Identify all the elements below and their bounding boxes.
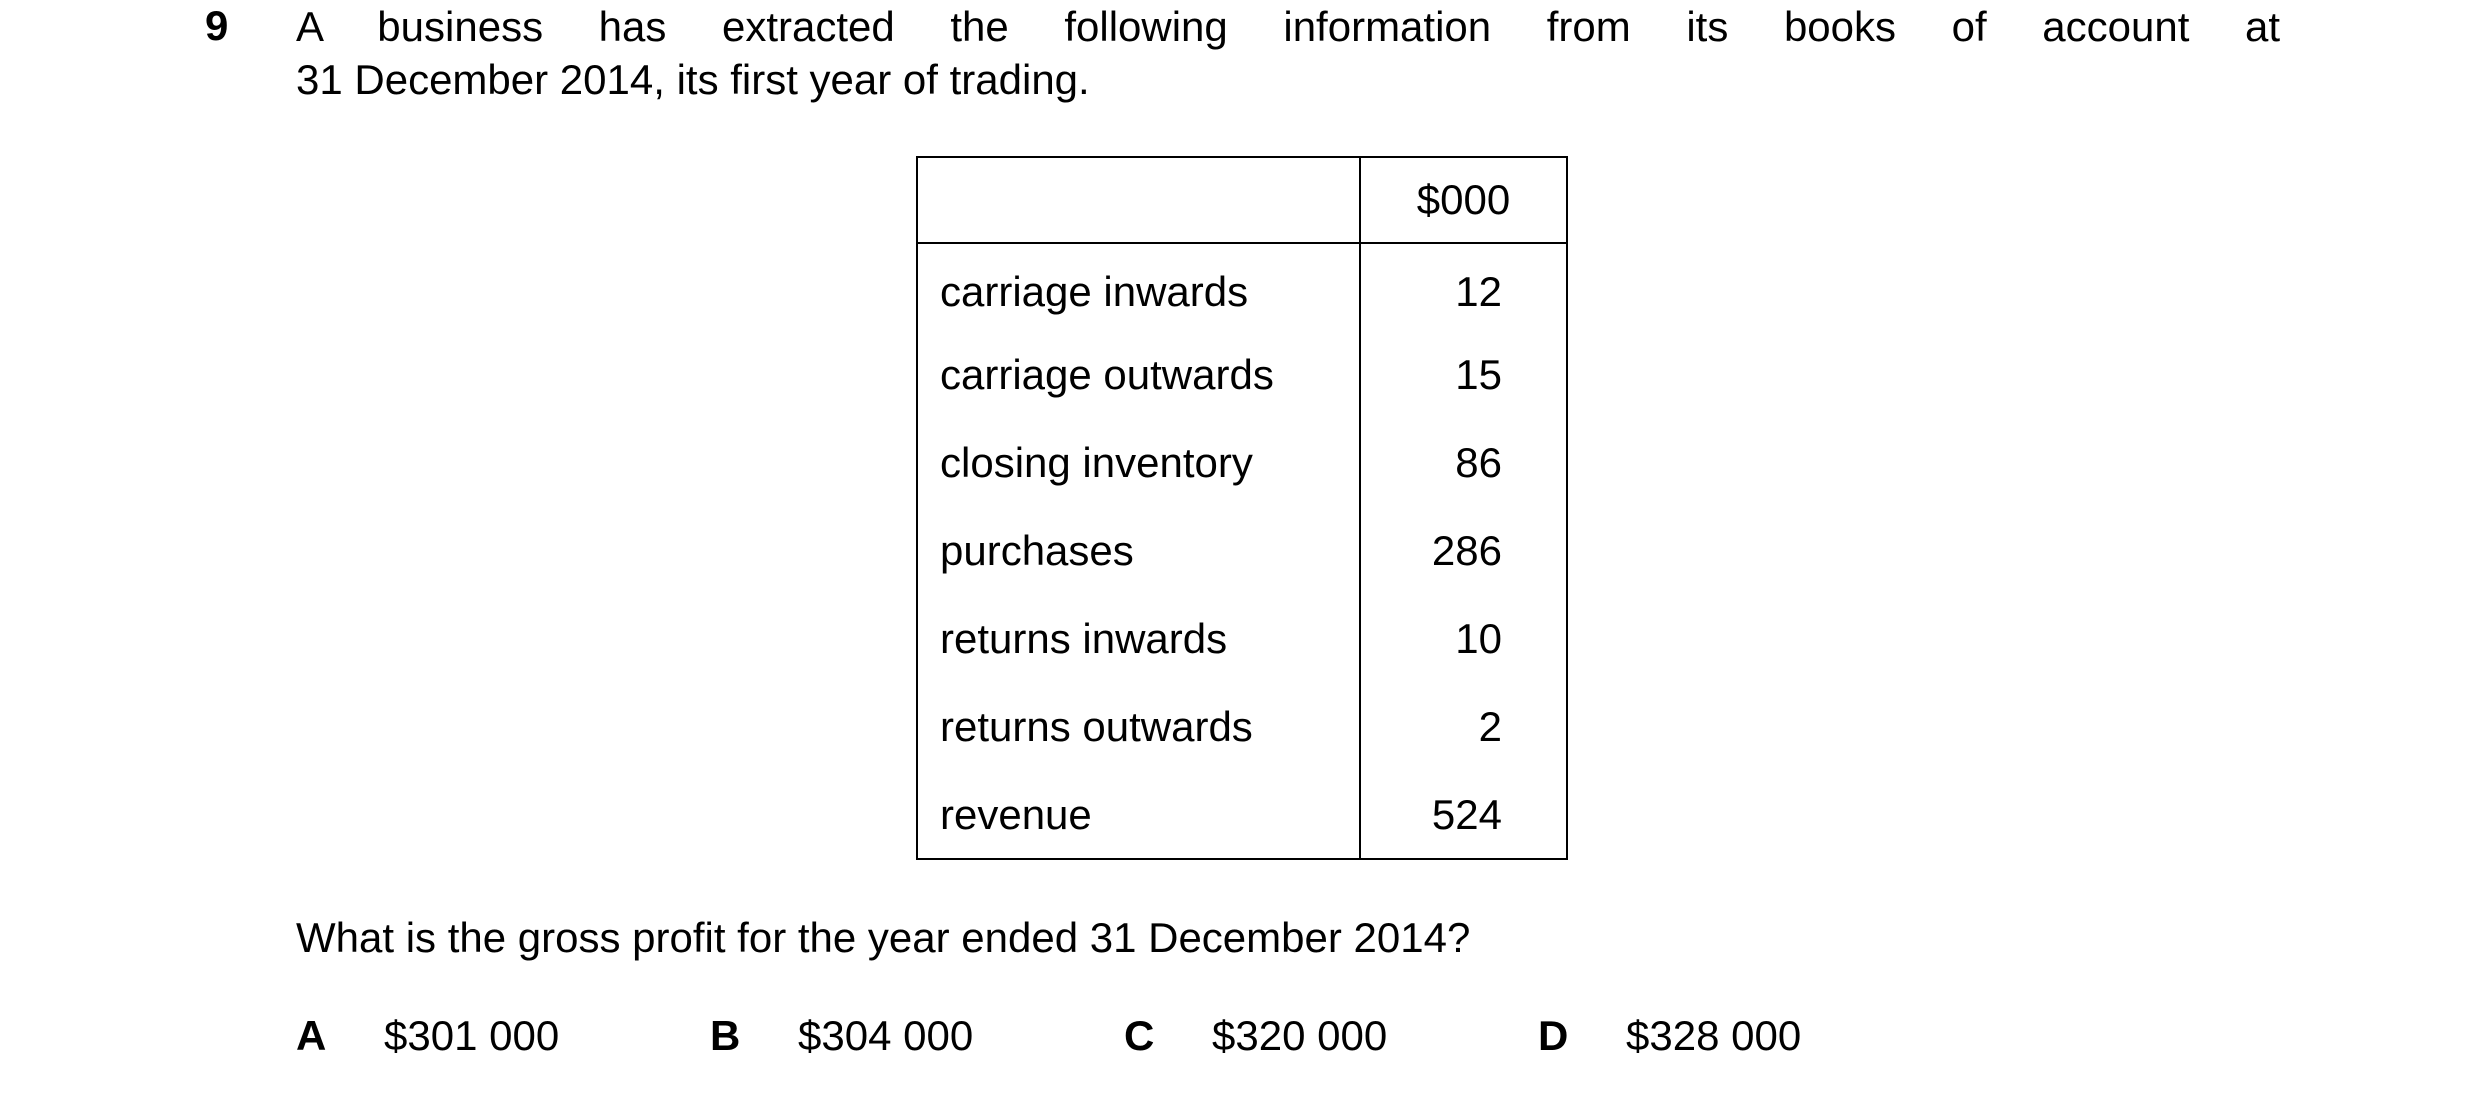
row-value: 524 (1360, 771, 1567, 859)
row-value: 2 (1360, 683, 1567, 771)
table-header-row (917, 157, 1567, 243)
option-text: $304 000 (798, 1012, 974, 1059)
stem-line-2: 31 December 2014, its first year of trading. (296, 56, 1090, 103)
row-item: purchases (917, 507, 1360, 595)
table-row (917, 683, 1567, 771)
row-value: 15 (1360, 331, 1567, 419)
option-c[interactable] (1124, 1010, 1387, 1062)
table-row (917, 507, 1567, 595)
stem-line-1: A business has extracted the following information from its books of account at (296, 3, 2280, 50)
question-prompt: What is the gross profit for the year ended 31 December 2014? (296, 914, 1471, 961)
option-d[interactable] (1538, 1010, 1801, 1062)
row-item: revenue (917, 771, 1360, 859)
header-unit-cell: $000 (1360, 157, 1567, 243)
row-value: 286 (1360, 507, 1567, 595)
question-stem (296, 0, 2280, 106)
row-item: carriage inwards (917, 243, 1360, 331)
accounts-table (916, 156, 1568, 860)
option-text: $301 000 (384, 1012, 560, 1059)
row-item: carriage outwards (917, 331, 1360, 419)
table-row (917, 331, 1567, 419)
row-value: 12 (1360, 243, 1567, 331)
question-number: 9 (205, 2, 229, 49)
table-row (917, 243, 1567, 331)
option-letter: D (1538, 1012, 1569, 1059)
row-item: returns inwards (917, 595, 1360, 683)
option-letter: C (1124, 1012, 1155, 1059)
option-text: $320 000 (1212, 1012, 1388, 1059)
row-value: 10 (1360, 595, 1567, 683)
answer-options (296, 1010, 2196, 1066)
table-row (917, 595, 1567, 683)
option-letter: A (296, 1012, 327, 1059)
row-value: 86 (1360, 419, 1567, 507)
option-letter: B (710, 1012, 741, 1059)
option-a[interactable] (296, 1010, 559, 1062)
table-row (917, 419, 1567, 507)
row-item: closing inventory (917, 419, 1360, 507)
option-b[interactable] (710, 1010, 973, 1062)
header-item-cell (917, 157, 1360, 243)
row-item: returns outwards (917, 683, 1360, 771)
option-text: $328 000 (1626, 1012, 1802, 1059)
table-row (917, 771, 1567, 859)
